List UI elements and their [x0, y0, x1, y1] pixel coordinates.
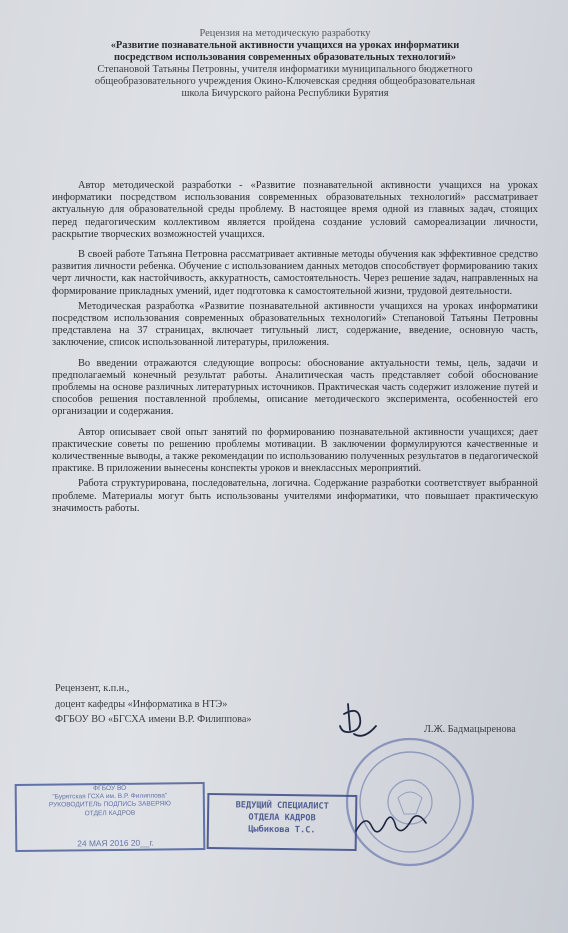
reviewer-position: доцент кафедры «Информатика в НТЭ»: [55, 698, 228, 710]
hr-specialist-stamp: [207, 793, 358, 851]
author-line-1: Степановой Татьяны Петровны, учителя информатики муниципального бюджетного: [97, 64, 473, 75]
stamp-line: ВЕДУЩИЙ СПЕЦИАЛИСТ: [235, 800, 329, 812]
stamp-date: 24 МАЯ 2016 20__г.: [77, 837, 154, 849]
work-title-line-1: «Развитие познавательной активности учащихся на уроках информатики: [110, 40, 460, 51]
paragraph: Автор методической разработки - «Развитие познавательной активности учащихся на уроках информатики посредством использования современных образовательных технологий» рассматривает актуальную для образовательной среды проблему. В настоящее время одной из главных задач, стоящих перед педагогическим коллективом является пройдена создание условий самореализации личности, раскрытие творческих возможностей учащихся.: [52, 180, 538, 240]
paragraph: Методическая разработка «Развитие познавательной активности учащихся на уроках информатики посредством использования современных образовательных технологий» Степановой Татьяны Петровны представлена на 37 страницах, включает титульный лист, содержание, введение, основную часть, заключение, список использованной литературы, приложения.: [52, 300, 538, 349]
author-line-2: общеобразовательного учреждения Окино-Ключевская средняя общеобразовательная: [94, 76, 476, 87]
stamp-line: РУКОВОДИТЕЛЬ ПОДПИСЬ ЗАВЕРЯЮ: [48, 800, 171, 810]
round-seal: [340, 730, 480, 870]
paragraph: Во введении отражаются следующие вопросы: обоснование актуальности темы, цель, задачи и предполагаемый конечный результат работы. Аналитическая часть представляет собой обоснование проблемы на основе различных литературных источников. Практическая часть содержит изложение путей и способов решения поставленной проблемы, описание методического эксперимента, особенностей его организации и содержания.: [52, 357, 538, 418]
paragraph: Работа структурирована, последовательна, логична. Содержание разработки соответствует выбранной проблеме. Материалы могут быть использованы учителями информатики, что повышает практическую значимость работы.: [52, 478, 538, 514]
paragraph: Автор описывает свой опыт занятий по формированию познавательной активности учащихся; дает практические советы по решению проблемы мотивации. В заключении формулируются качественные и количественные выводы, а также рекомендации по использованию полученных результатов в педагогической практике. В приложении вынесены конспекты уроков и внеклассных мероприятий.: [52, 426, 539, 475]
stamp-line: ОТДЕЛА КАДРОВ: [248, 812, 316, 824]
stamp-line: Цыбикова Т.С.: [248, 824, 316, 836]
reviewer-role: Рецензент, к.п.н.,: [55, 683, 130, 694]
work-title-line-2: посредством использования современных образовательных технологий»: [114, 52, 456, 63]
paragraph: В своей работе Татьяна Петровна рассматривает активные методы обучения как эффективное средство развития личности ребенка. Обучение с использованием данных методов способствует формированию таких черт личности, как настойчивость, аккуратность, самостоятельность. Через решение задач, направленных на формирование прикладных умений, идет подготовка к самостоятельной жизни, трудовой деятельности.: [52, 249, 538, 297]
author-line-3: школа Бичурского района Республики Бурятия: [181, 88, 389, 99]
document-header: [40, 28, 530, 100]
review-title: Рецензия на методическую разработку: [199, 28, 371, 39]
document-body: [52, 180, 538, 523]
stamp-line: ФГБОУ ВО: [93, 784, 127, 793]
reviewer-credentials: [55, 681, 251, 728]
stamp-line: "Бурятская ГСХА им. В.Р. Филиппова": [52, 792, 168, 801]
specialist-signature: [352, 805, 432, 845]
stamp-line: ОТДЕЛ КАДРОВ: [84, 809, 136, 817]
hr-certification-stamp: [15, 782, 206, 852]
reviewer-institution: ФГБОУ ВО «БГСХА имени В.Р. Филиппова»: [55, 714, 252, 725]
reviewer-name: Л.Ж. Бадмацыренова: [424, 724, 516, 735]
